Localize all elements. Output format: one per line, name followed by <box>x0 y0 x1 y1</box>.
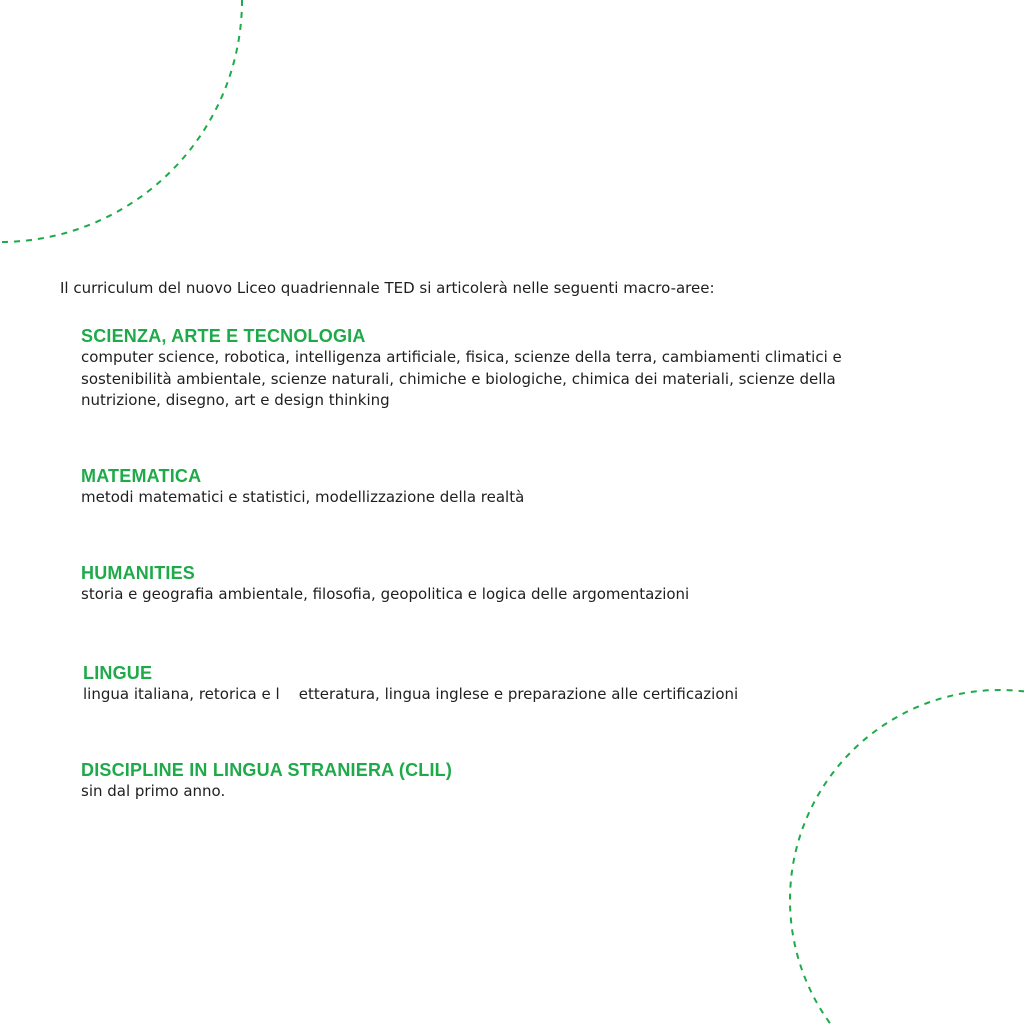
section-title: DISCIPLINE IN LINGUA STRANIERA (CLIL) <box>81 760 453 780</box>
top-left-dashed-circle <box>0 0 242 242</box>
section-line: sin dal primo anno. <box>81 782 226 800</box>
section-title: LINGUE <box>83 663 153 683</box>
section-title: SCIENZA, ARTE E TECNOLOGIA <box>81 326 366 346</box>
section-matematica <box>81 465 981 509</box>
section-line: sostenibilità ambientale, scienze naturali, chimiche e biologiche, chimica dei materiali, scienze della <box>81 369 836 388</box>
section-scienza-arte-tecnologia <box>81 325 981 412</box>
bottom-right-dashed-circle <box>790 690 1024 1024</box>
section-lingue <box>83 662 983 706</box>
section-line: metodi matematici e statistici, modellizzazione della realtà <box>81 488 525 506</box>
section-title: MATEMATICA <box>81 466 202 486</box>
section-clil <box>81 759 981 803</box>
section-line: storia e geografia ambientale, filosofia, geopolitica e logica delle argomentazioni <box>81 585 690 603</box>
section-humanities <box>81 562 981 606</box>
section-line: computer science, robotica, intelligenza artificiale, fisica, scienze della terra, cambiamenti climatici e <box>81 348 842 366</box>
intro-text: Il curriculum del nuovo Liceo quadriennale TED si articolerà nelle seguenti macro-aree: <box>60 279 715 297</box>
section-title: HUMANITIES <box>81 563 195 583</box>
section-line: nutrizione, disegno, art e design thinking <box>81 391 390 409</box>
section-line: lingua italiana, retorica e l etteratura, lingua inglese e preparazione alle certificazioni <box>83 685 739 703</box>
